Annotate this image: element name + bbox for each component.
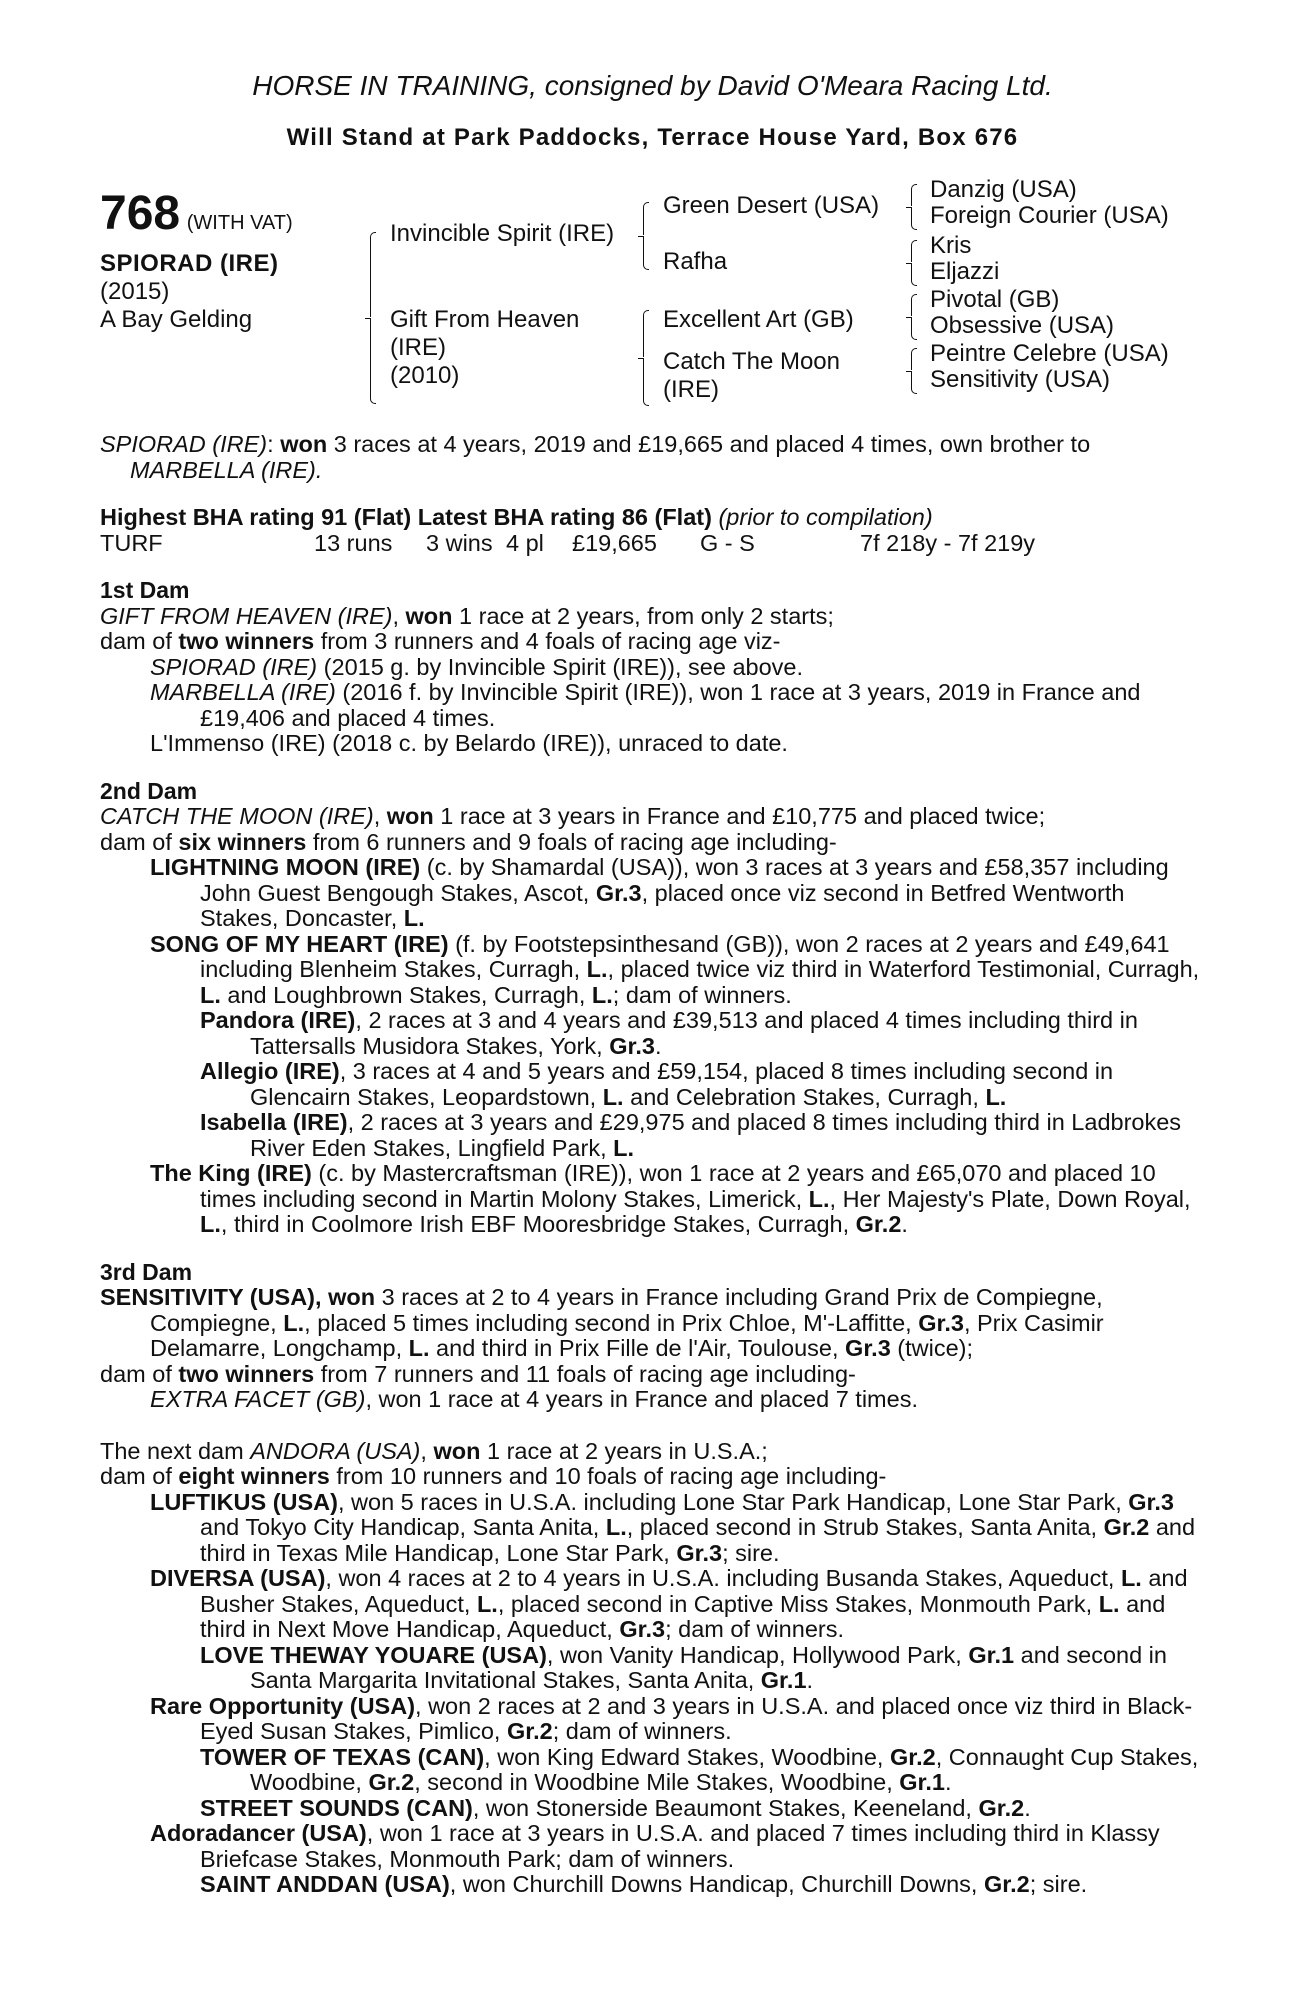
text: , [420, 1437, 434, 1464]
rating-bold: Highest BHA rating 91 (Flat) Latest BHA rating 86 (Flat) [100, 504, 712, 530]
progeny-entry [100, 1821, 1205, 1872]
turf-going: G - S [700, 529, 755, 556]
grade: L. [476, 1590, 498, 1617]
horse-description: A Bay Gelding [100, 306, 253, 333]
grade: Gr.3 [1128, 1488, 1174, 1515]
grade: L. [808, 1185, 830, 1212]
text: , placed once viz second in Betfred Wentworth Stakes, Doncaster, [200, 879, 1125, 931]
won-word: won [405, 602, 453, 629]
progeny-entry [100, 1872, 1205, 1898]
gen3-brace-4 [906, 348, 915, 394]
grade: L. [1098, 1590, 1120, 1617]
progeny-record: (2015 g. by Invincible Spirit (IRE)), see above. [317, 653, 804, 680]
text: , placed twice viz third in Waterford Testimonial, Curragh, [607, 956, 1200, 982]
pedigree-block [100, 176, 1205, 432]
gen3-brace-1 [906, 184, 915, 230]
won-word: won [280, 431, 328, 457]
race-summary: SPIORAD (IRE): won 3 races at 4 years, 2019 and £19,665 and placed 4 times, own brother to MARBELLA (IRE). [100, 431, 1091, 483]
progeny-name: SPIORAD (IRE) [150, 653, 318, 680]
text: , 3 races at 4 and 5 years and £59,154, placed 8 times including second in Glencairn Stakes, Leopardstown, [250, 1058, 1114, 1110]
text: dam of [100, 828, 179, 855]
text: , Her Majesty's Plate, Down Royal, [829, 1185, 1191, 1212]
grade: Gr.3 [619, 1616, 666, 1642]
next-dam-section [100, 1439, 1205, 1898]
summary-horse: SPIORAD (IRE) [100, 431, 268, 457]
sire-brace [638, 202, 647, 270]
progeny-name: Allegio (IRE) [200, 1058, 340, 1084]
grade: Gr.2 [978, 1794, 1025, 1821]
text: dam of [100, 628, 179, 654]
horse-year: (2015) [100, 278, 170, 305]
grade: Gr.2 [368, 1769, 415, 1795]
text: ; dam of winners. [665, 1616, 844, 1642]
gen3-dsd: Obsessive (USA) [930, 312, 1115, 339]
progeny-name: Rare Opportunity (USA) [150, 1692, 416, 1719]
gen3-brace-3 [906, 294, 915, 340]
text: , third in Coolmore Irish EBF Mooresbridge Stakes, Curragh, [220, 1211, 856, 1237]
text: , Prix Casimir Delamarre, Longchamp, [150, 1309, 1104, 1361]
turf-wins: 3 wins [426, 529, 493, 556]
progeny-entry [100, 855, 1205, 932]
grade: L. [613, 1134, 635, 1161]
text: , won 1 race at 3 years in U.S.A. and placed 7 times including third in Klassy Briefcase Stakes, Monmouth Park; dam of winners. [200, 1820, 1160, 1872]
third-dam-heading: 3rd Dam [100, 1258, 193, 1285]
winners-count: six winners [178, 828, 307, 855]
grade: L. [586, 956, 608, 982]
first-dam-name: GIFT FROM HEAVEN (IRE) [100, 602, 393, 629]
progeny-record: L'Immenso (IRE) (2018 c. by Belardo (IRE)), unraced to date. [150, 730, 788, 756]
progeny-name: SONG OF MY HEART (IRE) [150, 930, 449, 957]
text: , 2 races at 3 years and £29,975 and placed 8 times including third in Ladbrokes River Eden Stakes, Lingfield Park, [250, 1109, 1182, 1161]
progeny-entry [100, 1694, 1205, 1745]
progeny-entry [100, 1059, 1205, 1110]
dam-dam-line2: (IRE) [663, 376, 719, 403]
gen3-ddd: Sensitivity (USA) [930, 366, 1111, 393]
grade: L. [985, 1083, 1007, 1110]
progeny-name: DIVERSA (USA) [150, 1565, 326, 1591]
text: , placed 5 times including second in Prix Chloe, M'-Laffitte, [304, 1309, 919, 1336]
text: , placed second in Strub Stakes, Santa Anita, [626, 1514, 1104, 1540]
gen3-ssd: Foreign Courier (USA) [930, 202, 1169, 229]
progeny-name: TOWER OF TEXAS (CAN) [200, 1743, 485, 1770]
progeny-entry [100, 1566, 1205, 1643]
text: 1 race at 3 years in France and £10,775 and placed twice; [433, 803, 1046, 829]
text: (f. by Footstepsinthesand (GB)), won 2 races at 2 years and £49,641 including Blenheim Stakes, Curragh, [200, 930, 1170, 982]
text: dam of [100, 1360, 179, 1387]
text: , won 4 races at 2 to 4 years in U.S.A. including Busanda Stakes, Aqueduct, [325, 1565, 1121, 1591]
grade: Gr.3 [676, 1539, 723, 1566]
dam-sire: Excellent Art (GB) [663, 306, 854, 333]
grade: Gr.1 [899, 1769, 945, 1795]
grade: Gr.2 [890, 1743, 936, 1770]
rating-note: (prior to compilation) [718, 504, 933, 530]
grade: L. [605, 1514, 627, 1540]
text: . [1024, 1794, 1031, 1821]
text: and Celebration Stakes, Curragh, [623, 1083, 986, 1110]
text: from 3 runners and 4 foals of racing age viz- [314, 628, 781, 654]
progeny-name: EXTRA FACET (GB) [150, 1386, 366, 1412]
sire-dam: Rafha [663, 248, 728, 275]
grade: L. [200, 1211, 221, 1237]
text: and Busher Stakes, Aqueduct, [200, 1565, 1188, 1617]
catalogue-page [100, 70, 1205, 1898]
third-dam-section [100, 1260, 1205, 1413]
gen3-sdd: Eljazzi [930, 258, 1000, 285]
grade: Gr.2 [506, 1718, 553, 1744]
third-dam-name: SENSITIVITY (USA) [100, 1284, 316, 1310]
text: (c. by Shamardal (USA)), won 3 races at 3 years and £58,357 including John Guest Bengough Stakes, Ascot, [200, 854, 1169, 906]
grade: L. [403, 905, 425, 931]
progeny-entry [100, 1161, 1205, 1238]
dam-line1: Gift From Heaven [390, 306, 580, 333]
progeny-name: MARBELLA (IRE) [150, 679, 336, 705]
progeny-name: LUFTIKUS (USA) [150, 1488, 338, 1515]
pedigree-brace [365, 232, 374, 404]
winners-count: two winners [178, 1360, 315, 1387]
lot-number: 768 [100, 187, 181, 240]
turf-distance: 7f 218y - 7f 219y [860, 529, 1036, 556]
progeny-entry [100, 1643, 1205, 1694]
grade: L. [408, 1335, 430, 1361]
progeny-name: Pandora (IRE) [200, 1007, 356, 1033]
lot-number-line [100, 187, 293, 240]
turf-label: TURF [100, 529, 163, 556]
grade: Gr.1 [968, 1641, 1015, 1668]
text: The next dam [100, 1437, 251, 1464]
second-dam-heading: 2nd Dam [100, 777, 198, 804]
text: ; dam of winners. [552, 1718, 732, 1744]
text: and third in Texas Mile Handicap, Lone Star Park, [200, 1514, 1196, 1566]
text: , won 2 races at 2 and 3 years in U.S.A. and placed once viz third in Black-Eyed Susan Stakes, Pimlico, [200, 1692, 1193, 1744]
text: from 10 runners and 10 foals of racing age including- [329, 1463, 887, 1489]
text: and Loughbrown Stakes, Curragh, [220, 981, 592, 1008]
progeny-entry [100, 1490, 1205, 1567]
text: and second in Santa Margarita Invitational Stakes, Santa Anita, [250, 1641, 1167, 1693]
turf-earnings: £19,665 [572, 529, 657, 556]
text: , [315, 1284, 329, 1310]
text: and third in Prix Fille de l'Air, Toulouse, [429, 1335, 846, 1361]
vat-note: (WITH VAT) [186, 212, 293, 234]
progeny-name: Isabella (IRE) [200, 1109, 348, 1135]
progeny-name: The King (IRE) [150, 1160, 312, 1186]
text: 3 races at 2 to 4 years in France including Grand Prix de Compiegne, Compiegne, [150, 1284, 1103, 1336]
text: from 6 runners and 9 foals of racing age including- [306, 828, 837, 855]
second-dam-name: CATCH THE MOON (IRE) [100, 803, 374, 829]
text: , won 1 race at 4 years in France and placed 7 times. [365, 1386, 918, 1412]
text: , second in Woodbine Mile Stakes, Woodbine, [414, 1769, 900, 1795]
winners-count: two winners [178, 628, 315, 654]
text: . [901, 1211, 908, 1237]
text: (c. by Mastercraftsman (IRE)), won 1 race at 2 years and £65,070 and placed 10 times including second in Martin Molony Stakes, Limerick, [200, 1160, 1156, 1212]
grade: Gr.1 [760, 1667, 807, 1693]
grade: Gr.3 [845, 1335, 891, 1361]
turf-runs: 13 runs [314, 529, 393, 556]
grade: Gr.2 [1103, 1514, 1150, 1540]
gen3-sds: Kris [930, 232, 972, 259]
first-dam-record: 1 race at 2 years, from only 2 starts; [452, 602, 834, 629]
progeny-name: Adoradancer (USA) [150, 1820, 367, 1846]
first-dam-section: 1st Dam GIFT FROM HEAVEN (IRE), won 1 race at 2 years, from only 2 starts; dam of two winners from 3 runners and 4 foals of racing age viz- SPIORAD (IRE) (2015 g. by Invincible Spirit (IRE)), see above. MARBELLA (IRE) (2016 f. by Invincible Spirit (IRE)), won 1 race at 3 years, 2019 in France and £19,406 and placed 4 times. L'Immenso (IRE) (2018 c. by Belardo (IRE)), unraced to date. [100, 578, 1205, 757]
progeny-name: LOVE THEWAY YOUARE (USA) [200, 1641, 547, 1668]
horse-name: SPIORAD (IRE) [100, 250, 279, 277]
next-dam-name: ANDORA (USA) [250, 1437, 421, 1464]
grade: L. [283, 1309, 305, 1336]
grade: Gr.2 [855, 1211, 902, 1237]
grade: Gr.3 [918, 1309, 964, 1336]
turf-record [100, 531, 1205, 557]
dam-line2: (IRE) [390, 334, 446, 361]
grade: L. [1120, 1565, 1142, 1591]
won-word: won [328, 1284, 376, 1310]
sire-sire: Green Desert (USA) [663, 192, 880, 219]
text: . [654, 1032, 662, 1059]
rating-line [100, 505, 1205, 531]
text: , won Churchill Downs Handicap, Churchill Downs, [449, 1871, 984, 1897]
text: , won Stonerside Beaumont Stakes, Keeneland, [472, 1794, 979, 1821]
grade: Gr.2 [983, 1871, 1030, 1897]
text: 1 race at 2 years in U.S.A.; [480, 1437, 768, 1464]
grade: Gr.3 [595, 879, 642, 906]
won-word: won [433, 1437, 481, 1464]
gen3-sss: Danzig (USA) [930, 176, 1077, 203]
text: . [806, 1667, 814, 1693]
summary-brother: MARBELLA (IRE). [130, 456, 323, 483]
grade: L. [591, 981, 613, 1008]
progeny-entry [100, 1745, 1205, 1796]
text: , placed second in Captive Miss Stakes, Monmouth Park, [497, 1590, 1099, 1617]
turf-placed: 4 pl [506, 529, 544, 556]
text: and third in Next Move Handicap, Aqueduct, [200, 1590, 1166, 1642]
text: . [945, 1769, 952, 1795]
dam-line3: (2010) [390, 362, 460, 389]
text: , won Vanity Handicap, Hollywood Park, [546, 1641, 969, 1668]
second-dam-section: 2nd Dam CATCH THE MOON (IRE), won 1 race at 3 years in France and £10,775 and placed twice; dam of six winners from 6 runners and 9 foals of racing age including- LIGHTNING MOON (IRE) (c. by Shamardal (USA)), won 3 races at 3 years and £58,357 including John Guest Bengough Stakes, Ascot, Gr.3, placed once viz second in Betfred Wentworth Stakes, Doncaster, L. SONG OF MY HEART (IRE) (f. by Footstepsinthesand (GB)), won 2 races at 2 years and £49,641 including Blenheim Stakes, Curragh, L., placed twice viz third in Waterford Testimonial, Curragh, L. and Loughbrown Stakes, Curragh, L.; dam of winners. Pandora (IRE), 2 races at 3 and 4 years and £39,513 and placed 4 times including third in Tattersalls Musidora Stakes, York, Gr.3. Allegio (IRE), 3 races at 4 and 5 years and £59,154, placed 8 times including second in Glencairn Stakes, Leopardstown, L. and Celebration Stakes, Curragh, L. Isabella (IRE), 2 races at 3 years and £29,975 and placed 8 times including third in Ladbrokes River Eden Stakes, Lingfield Park, L. The King (IRE) (c. by Mastercraftsman (IRE)), won 1 race at 2 years and £65,070 and placed 10 times including second in Martin Molony Stakes, Limerick, L., Her Majesty's Plate, Down Royal, L., third in Coolmore Irish EBF Mooresbridge Stakes, Curragh, Gr.2. [100, 779, 1205, 1238]
text: , 2 races at 3 and 4 years and £39,513 and placed 4 times including third in Tattersalls Musidora Stakes, York, [250, 1007, 1138, 1059]
progeny-record: (2016 f. by Invincible Spirit (IRE)), won 1 race at 3 years, 2019 in France and £19,406 and placed 4 times. [200, 679, 1141, 731]
gen3-dds: Peintre Celebre (USA) [930, 340, 1169, 367]
progeny-name: LIGHTNING MOON (IRE) [150, 854, 421, 880]
text: ; sire. [1029, 1871, 1088, 1897]
text: , won King Edward Stakes, Woodbine, [484, 1743, 890, 1770]
progeny-entry [100, 1008, 1205, 1059]
progeny-name: SAINT ANDDAN (USA) [200, 1871, 450, 1897]
summary-text: 3 races at 4 years, 2019 and £19,665 and placed 4 times, own brother to [327, 431, 1091, 457]
stand-location: Will Stand at Park Paddocks, Terrace House Yard, Box 676 [286, 124, 1019, 151]
progeny-name: STREET SOUNDS (CAN) [200, 1794, 473, 1821]
gen3-brace-2 [906, 240, 915, 286]
grade: L. [200, 981, 221, 1008]
progeny-entry [100, 1796, 1205, 1822]
winners-count: eight winners [178, 1463, 330, 1489]
text: ; dam of winners. [612, 981, 792, 1008]
text: ; sire. [722, 1539, 780, 1566]
grade: L. [602, 1083, 624, 1110]
text: from 7 runners and 11 foals of racing age including- [314, 1360, 856, 1387]
text: (twice); [890, 1335, 974, 1361]
consignment-header: HORSE IN TRAINING, consigned by David O'Meara Racing Ltd. [252, 70, 1053, 101]
text: , won 5 races in U.S.A. including Lone Star Park Handicap, Lone Star Park, [337, 1488, 1129, 1515]
gen3-dss: Pivotal (GB) [930, 286, 1060, 313]
progeny-entry [100, 932, 1205, 1009]
text: dam of [100, 1463, 179, 1489]
text: , Connaught Cup Stakes, Woodbine, [250, 1743, 1199, 1795]
dam-dam-line1: Catch The Moon [663, 348, 840, 375]
progeny-entry [100, 1110, 1205, 1161]
grade: Gr.3 [609, 1032, 655, 1059]
won-word: won [386, 803, 434, 829]
dam-brace [638, 310, 647, 406]
text: and Tokyo City Handicap, Santa Anita, [200, 1514, 606, 1540]
sire: Invincible Spirit (IRE) [390, 220, 615, 247]
first-dam-heading: 1st Dam [100, 577, 190, 603]
